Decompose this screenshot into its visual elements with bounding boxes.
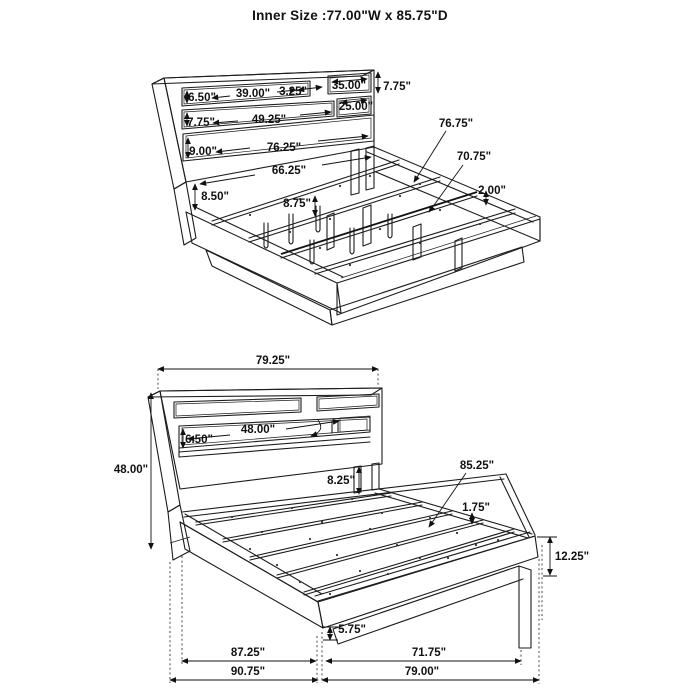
dim-platform-width: 87.25" bbox=[230, 647, 266, 659]
dim-hb-height: 48.00" bbox=[113, 464, 149, 476]
dim-headboard-width: 66.25" bbox=[271, 165, 307, 177]
dim-corner-height: 12.25" bbox=[554, 551, 590, 563]
dim-side-rail-length: 76.75" bbox=[438, 118, 474, 130]
dim-rail-width: 2.00" bbox=[478, 185, 506, 197]
dim-hb-width: 79.25" bbox=[255, 355, 291, 367]
page-title: Inner Size :77.00"W x 85.75"D bbox=[252, 8, 448, 23]
dim-rail-height: 5.75" bbox=[338, 624, 366, 636]
dim-shelf-height: 6.50" bbox=[185, 434, 213, 446]
dim-gap-height: 8.50" bbox=[201, 191, 229, 203]
dim-shelf-width: 48.00" bbox=[240, 424, 276, 436]
dim-top-right-width: 35.00" bbox=[331, 80, 367, 92]
dim-slat-thickness: 1.75" bbox=[462, 502, 490, 514]
dim-divider-width: 3.25" bbox=[279, 86, 307, 98]
dim-shelf2-width: 49.25" bbox=[251, 114, 287, 126]
dim-mid-right-width: 25.00" bbox=[338, 101, 374, 113]
dim-platform-depth: 71.75" bbox=[411, 647, 447, 659]
dim-frame-clearance: 8.25" bbox=[327, 475, 355, 487]
dim-center-rail-length: 70.75" bbox=[456, 151, 492, 163]
dim-overall-width: 90.75" bbox=[230, 666, 266, 678]
dim-shelf2-height: 7.75" bbox=[187, 117, 215, 129]
dim-shelf3-height: 9.00" bbox=[189, 146, 217, 158]
dim-shelf1-height: 6.50" bbox=[188, 92, 216, 104]
dim-right-height: 7.75" bbox=[383, 81, 411, 93]
dim-overall-depth: 79.00" bbox=[404, 666, 440, 678]
dim-shelf3-width: 76.25" bbox=[266, 142, 302, 154]
dim-shelf1-width: 39.00" bbox=[235, 88, 271, 100]
bottom-view-art bbox=[148, 388, 542, 648]
dim-support-height: 8.75" bbox=[283, 198, 311, 210]
dim-slat-length: 85.25" bbox=[459, 460, 495, 472]
